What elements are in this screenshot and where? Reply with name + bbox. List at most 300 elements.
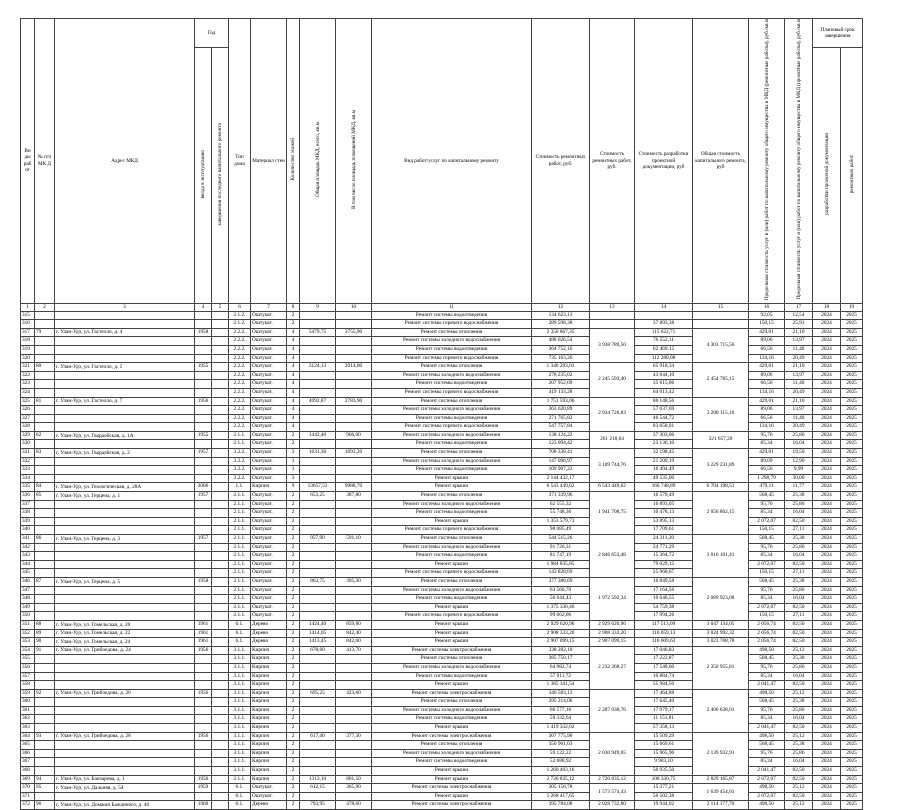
commission-year-cell: 1960	[195, 801, 212, 810]
work-kind-cell: Ремонт крыши	[372, 620, 532, 629]
mkd-number-cell	[35, 706, 55, 715]
house-type-cell: 2.1.1.	[229, 543, 251, 552]
mkd-number-cell	[35, 406, 55, 415]
wall-material-cell: Кирпич	[251, 775, 287, 784]
limit-repair-cell: 568,45	[749, 577, 785, 586]
commission-year-cell: 1956	[195, 689, 212, 698]
wall-material-cell: Оштукат.	[251, 328, 287, 337]
floors-cell: 4	[287, 328, 300, 337]
plan-repair-cell: 2025	[841, 663, 863, 672]
mkd-number-cell: 85	[35, 492, 55, 501]
work-kind-cell: Ремонт системы электроснабжения	[372, 646, 532, 655]
mkd-number-cell: 81	[35, 397, 55, 406]
design-cost-cell: 160 748,89	[635, 483, 693, 492]
house-type-cell: 3.1.1.	[229, 715, 251, 724]
last-repair-year-cell	[212, 414, 229, 423]
floors-cell: 2	[287, 698, 300, 707]
last-repair-year-cell	[212, 672, 229, 681]
limit-repair-cell: 92,05	[749, 311, 785, 320]
address-cell	[55, 698, 195, 707]
design-cost-cell: 55 984,50	[635, 681, 693, 690]
plan-design-cell: 2024	[813, 784, 841, 793]
address-cell	[55, 586, 195, 595]
house-type-cell: 2.1.1.	[229, 595, 251, 604]
table-row	[21, 320, 863, 329]
mkd-number-cell	[35, 758, 55, 767]
floors-cell: 2	[287, 577, 300, 586]
house-type-cell: 3.1.1.	[229, 732, 251, 741]
floors-cell: 2	[287, 586, 300, 595]
work-kind-cell: Ремонт крыши	[372, 775, 532, 784]
limit-design-cell: 25,12	[785, 646, 813, 655]
commission-year-cell	[195, 354, 212, 363]
house-type-cell: 2.1.1.	[229, 431, 251, 440]
mkd-number-cell	[35, 320, 55, 329]
address-cell: г. Улан-Удэ, ул. Дальняя, д. 54	[55, 784, 195, 793]
repair-cost-cell: 52 688,92	[532, 758, 590, 767]
mkd-number-cell	[35, 509, 55, 518]
plan-repair-cell: 2025	[841, 466, 863, 475]
repair-cost-total-cell: 3 109 744,76	[590, 449, 635, 483]
header-mkd-number: № п/п МК Д	[35, 19, 55, 304]
floors-cell: 2	[287, 767, 300, 776]
floors-cell: 2	[287, 311, 300, 320]
commission-year-cell	[195, 603, 212, 612]
floors-cell: 2	[287, 543, 300, 552]
premises-area-cell	[336, 345, 372, 354]
limit-design-cell: 16,04	[785, 672, 813, 681]
work-type-cell: 319	[21, 345, 35, 354]
repair-cost-cell: 271 765,82	[532, 414, 590, 423]
plan-repair-cell: 2025	[841, 741, 863, 750]
plan-design-cell: 2024	[813, 655, 841, 664]
commission-year-cell	[195, 337, 212, 346]
total-area-cell: 1424,40	[300, 620, 336, 629]
plan-design-cell: 2024	[813, 612, 841, 621]
premises-area-cell	[336, 698, 372, 707]
commission-year-cell	[195, 792, 212, 801]
premises-area-cell	[336, 337, 372, 346]
last-repair-year-cell	[212, 741, 229, 750]
limit-design-cell: 20,49	[785, 388, 813, 397]
header-limit-repair: Предельная стоимость услуг и (или) работ по капитальному ремонту общего имущества в МКД (ремонтные работы), руб./кв.м	[749, 19, 785, 304]
limit-design-cell: 25,12	[785, 732, 813, 741]
design-cost-cell: 108 330,75	[635, 775, 693, 784]
house-type-cell: 2.1.1.	[229, 526, 251, 535]
premises-area-cell	[336, 509, 372, 518]
repair-cost-cell: 64 982,74	[532, 663, 590, 672]
work-kind-cell: Ремонт системы отопления	[372, 535, 532, 544]
table-row	[21, 620, 863, 629]
address-cell: г. Улан-Удэ, ул. Гастелло, д. 4	[55, 328, 195, 337]
repair-cost-cell: 2 720 835,12	[532, 775, 590, 784]
design-cost-cell: 53 895,13	[635, 517, 693, 526]
wall-material-cell: Оштукат.	[251, 560, 287, 569]
address-cell: г. Улан-Удэ, ул. Гомельская, д. 20	[55, 620, 195, 629]
limit-design-cell: 25,38	[785, 535, 813, 544]
total-area-cell	[300, 681, 336, 690]
repair-cost-cell: 1 419 332,02	[532, 724, 590, 733]
plan-repair-cell: 2025	[841, 560, 863, 569]
work-type-cell: 353	[21, 638, 35, 647]
total-area-cell	[300, 569, 336, 578]
table-row	[21, 363, 863, 372]
work-kind-cell: Ремонт крыши	[372, 474, 532, 483]
work-type-cell: 322	[21, 371, 35, 380]
last-repair-year-cell	[212, 500, 229, 509]
work-type-cell: 361	[21, 706, 35, 715]
last-repair-year-cell	[212, 595, 229, 604]
plan-repair-cell: 2025	[841, 732, 863, 741]
limit-design-cell: 16,04	[785, 552, 813, 561]
work-kind-cell: Ремонт системы холодного водоснабжения	[372, 371, 532, 380]
house-type-cell: 2.1.2.	[229, 311, 251, 320]
premises-area-cell	[336, 612, 372, 621]
house-type-cell: 3.1.1.	[229, 663, 251, 672]
limit-design-cell: 13,97	[785, 371, 813, 380]
work-type-cell: 360	[21, 698, 35, 707]
header-wall-material: Материал стен	[251, 19, 287, 304]
design-cost-cell: 115 622,71	[635, 328, 693, 337]
wall-material-cell: Оштукат.	[251, 500, 287, 509]
work-type-cell: 333	[21, 466, 35, 475]
total-area-cell	[300, 792, 336, 801]
work-type-cell: 328	[21, 423, 35, 432]
plan-design-cell: 2024	[813, 388, 841, 397]
repair-cost-cell: 377 388,69	[532, 577, 590, 586]
limit-repair-cell: 1 298,79	[749, 474, 785, 483]
house-type-cell: 2.2.2.	[229, 406, 251, 415]
design-cost-cell: 64 013,42	[635, 388, 693, 397]
wall-material-cell: Оштукат.	[251, 320, 287, 329]
work-kind-cell: Ремонт системы водоотведения	[372, 466, 532, 475]
house-type-cell: 3.1.1.	[229, 655, 251, 664]
limit-repair-cell: 89,06	[749, 371, 785, 380]
repair-cost-cell: 735 163,26	[532, 354, 590, 363]
total-area-cell: 653,25	[300, 492, 336, 501]
premises-area-cell: 842,40	[336, 629, 372, 638]
last-repair-year-cell	[212, 689, 229, 698]
work-type-cell: 336	[21, 492, 35, 501]
repair-cost-cell: 2 929 620,96	[532, 620, 590, 629]
work-type-cell: 358	[21, 681, 35, 690]
work-kind-cell: Ремонт системы горячего водоснабжения	[372, 569, 532, 578]
commission-year-cell	[195, 406, 212, 415]
table-row	[21, 431, 863, 440]
total-cost-cell: 6 704 198,51	[693, 483, 749, 492]
total-area-cell	[300, 474, 336, 483]
total-area-cell	[300, 388, 336, 397]
limit-design-cell: 82,50	[785, 629, 813, 638]
work-type-cell: 339	[21, 517, 35, 526]
wall-material-cell: Оштукат.	[251, 371, 287, 380]
limit-repair-cell: 85,34	[749, 715, 785, 724]
plan-repair-cell: 2025	[841, 397, 863, 406]
plan-repair-cell: 2025	[841, 620, 863, 629]
wall-material-cell: Кирпич	[251, 663, 287, 672]
repair-cost-total-cell	[590, 320, 635, 329]
last-repair-year-cell	[212, 792, 229, 801]
address-cell: г. Улан-Удэ, ул. Грибоедова, д. 28	[55, 732, 195, 741]
design-cost-cell: 117 513,09	[635, 620, 693, 629]
repair-cost-cell: 1 375 336,46	[532, 603, 590, 612]
total-area-cell: 13657,51	[300, 483, 336, 492]
work-kind-cell: Ремонт системы холодного водоснабжения	[372, 406, 532, 415]
plan-design-cell: 2024	[813, 354, 841, 363]
premises-area-cell	[336, 595, 372, 604]
last-repair-year-cell	[212, 328, 229, 337]
limit-design-cell: 21,10	[785, 397, 813, 406]
limit-repair-cell: 2 072,07	[749, 603, 785, 612]
design-cost-cell: 37 303,06	[635, 431, 693, 440]
address-cell: г. Улан-Удэ, ул. Банзарова, д. 1	[55, 775, 195, 784]
total-area-cell: 695,25	[300, 689, 336, 698]
total-area-cell	[300, 406, 336, 415]
last-repair-year-cell	[212, 380, 229, 389]
wall-material-cell: Оштукат.	[251, 337, 287, 346]
wall-material-cell: Кирпич	[251, 698, 287, 707]
table-row	[21, 732, 863, 741]
limit-design-cell: 25,86	[785, 706, 813, 715]
last-repair-year-cell	[212, 320, 229, 329]
wall-material-cell: Оштукат.	[251, 414, 287, 423]
address-cell	[55, 681, 195, 690]
premises-area-cell	[336, 569, 372, 578]
total-area-cell: 1442,40	[300, 431, 336, 440]
floors-cell: 4	[287, 380, 300, 389]
limit-design-cell: 25,86	[785, 586, 813, 595]
last-repair-year-cell	[212, 552, 229, 561]
repair-cost-cell: 547 757,84	[532, 423, 590, 432]
last-repair-year-cell	[212, 466, 229, 475]
wall-material-cell: Оштукат.	[251, 457, 287, 466]
house-type-cell: 6.1.	[229, 792, 251, 801]
floors-cell: 2	[287, 517, 300, 526]
floors-cell: 2	[287, 629, 300, 638]
plan-design-cell: 2024	[813, 509, 841, 518]
commission-year-cell	[195, 560, 212, 569]
address-cell	[55, 672, 195, 681]
design-cost-cell: 49 535,00	[635, 474, 693, 483]
table-row	[21, 328, 863, 337]
column-number-row	[21, 303, 863, 311]
repair-cost-cell: 98 085,49	[532, 526, 590, 535]
house-type-cell: 2.1.1.	[229, 612, 251, 621]
total-area-cell	[300, 586, 336, 595]
work-kind-cell: Ремонт системы водоотведения	[372, 595, 532, 604]
plan-repair-cell: 2025	[841, 792, 863, 801]
plan-design-cell: 2024	[813, 586, 841, 595]
limit-repair-cell: 498,50	[749, 732, 785, 741]
total-cost-cell: 2 454 785,15	[693, 363, 749, 397]
repair-cost-total-cell: 261 218,64	[590, 431, 635, 448]
total-area-cell	[300, 354, 336, 363]
column-number: 1	[21, 303, 35, 311]
work-kind-cell: Ремонт системы водоотведения	[372, 672, 532, 681]
plan-repair-cell: 2025	[841, 320, 863, 329]
plan-design-cell: 2024	[813, 483, 841, 492]
house-type-cell: 2.2.2.	[229, 397, 251, 406]
mkd-number-cell: 93	[35, 732, 55, 741]
address-cell: г. Улан-Удэ, ул. Герцена, д. 3	[55, 535, 195, 544]
limit-repair-cell: 66,56	[749, 414, 785, 423]
plan-repair-cell: 2025	[841, 612, 863, 621]
premises-area-cell: 842,00	[336, 638, 372, 647]
premises-area-cell	[336, 380, 372, 389]
house-type-cell: 3.1.1.	[229, 698, 251, 707]
plan-repair-cell: 2025	[841, 638, 863, 647]
repair-cost-cell: 350 961,03	[532, 741, 590, 750]
address-cell	[55, 715, 195, 724]
total-area-cell: 1414,05	[300, 629, 336, 638]
wall-material-cell: Оштукат.	[251, 543, 287, 552]
address-cell	[55, 500, 195, 509]
limit-design-cell: 11,40	[785, 380, 813, 389]
design-cost-cell: 57 037,69	[635, 406, 693, 415]
commission-year-cell	[195, 388, 212, 397]
header-design-cost: Стоимость разработки проектной документации, руб	[635, 19, 693, 304]
commission-year-cell: 1961	[195, 620, 212, 629]
wall-material-cell: Оштукат.	[251, 311, 287, 320]
wall-material-cell: Оштукат.	[251, 466, 287, 475]
limit-design-cell: 13,97	[785, 406, 813, 415]
floors-cell: 2	[287, 440, 300, 449]
commission-year-cell: 1961	[195, 629, 212, 638]
plan-design-cell: 2024	[813, 767, 841, 776]
wall-material-cell: Оштукат.	[251, 363, 287, 372]
repair-cost-cell: 395 784,08	[532, 801, 590, 810]
limit-repair-cell: 89,06	[749, 337, 785, 346]
floors-cell: 9	[287, 483, 300, 492]
house-type-cell: 2.2.2.	[229, 423, 251, 432]
repair-cost-cell: 99 662,06	[532, 612, 590, 621]
commission-year-cell: 1959	[195, 784, 212, 793]
limit-design-cell: 82,50	[785, 620, 813, 629]
premises-area-cell	[336, 500, 372, 509]
floors-cell: 2	[287, 569, 300, 578]
wall-material-cell: Кирпич	[251, 483, 287, 492]
house-type-cell: 2.1.1.	[229, 509, 251, 518]
address-cell	[55, 320, 195, 329]
design-cost-cell: 37 893,38	[635, 320, 693, 329]
total-area-cell	[300, 698, 336, 707]
total-area-cell	[300, 500, 336, 509]
commission-year-cell: 1957	[195, 449, 212, 458]
last-repair-year-cell	[212, 629, 229, 638]
last-repair-year-cell	[212, 732, 229, 741]
repair-cost-cell: 143 828,69	[532, 569, 590, 578]
commission-year-cell: 1956	[195, 646, 212, 655]
house-type-cell: 2.2.2.	[229, 328, 251, 337]
limit-design-cell: 25,91	[785, 320, 813, 329]
commission-year-cell: 1956	[195, 397, 212, 406]
column-number: 18	[813, 303, 841, 311]
limit-repair-cell: 150,15	[749, 569, 785, 578]
total-area-cell: 957,90	[300, 535, 336, 544]
plan-design-cell: 2024	[813, 552, 841, 561]
last-repair-year-cell	[212, 577, 229, 586]
plan-design-cell: 2024	[813, 672, 841, 681]
mkd-number-cell: 82	[35, 431, 55, 440]
address-cell: г. Улан-Удэ, ул. Гвардейская, д. 2	[55, 449, 195, 458]
work-kind-cell: Ремонт системы горячего водоснабжения	[372, 320, 532, 329]
design-cost-cell: 16 579,49	[635, 492, 693, 501]
plan-repair-cell: 2025	[841, 363, 863, 372]
limit-repair-cell: 479,11	[749, 483, 785, 492]
wall-material-cell: Оштукат.	[251, 492, 287, 501]
work-type-cell: 351	[21, 620, 35, 629]
repair-cost-cell: 307 775,90	[532, 732, 590, 741]
address-cell	[55, 517, 195, 526]
design-cost-cell: 50 935,50	[635, 767, 693, 776]
commission-year-cell	[195, 466, 212, 475]
floors-cell: 2	[287, 706, 300, 715]
commission-year-cell: 1961	[195, 638, 212, 647]
last-repair-year-cell	[212, 397, 229, 406]
limit-repair-cell: 498,50	[749, 646, 785, 655]
repair-cost-total-cell: 2 908 333,20	[590, 629, 635, 638]
mkd-number-cell	[35, 612, 55, 621]
plan-repair-cell: 2025	[841, 569, 863, 578]
plan-repair-cell: 2025	[841, 509, 863, 518]
house-type-cell: 3.1.1.	[229, 758, 251, 767]
mkd-number-cell	[35, 663, 55, 672]
house-type-cell: 2.2.2.	[229, 345, 251, 354]
premises-area-cell	[336, 354, 372, 363]
commission-year-cell	[195, 371, 212, 380]
limit-design-cell: 82,50	[785, 517, 813, 526]
wall-material-cell: Оштукат.	[251, 612, 287, 621]
plan-design-cell: 2024	[813, 423, 841, 432]
header-address: Адрес МКД	[55, 19, 195, 304]
work-kind-cell: Ремонт системы отопления	[372, 655, 532, 664]
plan-repair-cell: 2025	[841, 698, 863, 707]
commission-year-cell	[195, 440, 212, 449]
premises-area-cell	[336, 543, 372, 552]
plan-design-cell: 2024	[813, 363, 841, 372]
column-number: 4	[195, 303, 212, 311]
limit-design-cell: 82,50	[785, 767, 813, 776]
commission-year-cell	[195, 655, 212, 664]
limit-design-cell: 25,86	[785, 543, 813, 552]
mkd-number-cell	[35, 440, 55, 449]
floors-cell: 4	[287, 406, 300, 415]
column-number: 6	[229, 303, 251, 311]
wall-material-cell: Оштукат.	[251, 388, 287, 397]
last-repair-year-cell	[212, 646, 229, 655]
house-type-cell: 3.1.1.	[229, 672, 251, 681]
repair-cost-cell: 2 907 099,15	[532, 638, 590, 647]
repair-cost-cell: 419 133,28	[532, 388, 590, 397]
plan-repair-cell: 2025	[841, 380, 863, 389]
work-kind-cell: Ремонт системы отопления	[372, 577, 532, 586]
plan-design-cell: 2024	[813, 431, 841, 440]
limit-design-cell: 25,86	[785, 663, 813, 672]
address-cell	[55, 706, 195, 715]
column-number: 11	[372, 303, 532, 311]
repair-cost-cell: 2 350 867,35	[532, 328, 590, 337]
limit-design-cell: 25,38	[785, 741, 813, 750]
address-cell	[55, 749, 195, 758]
wall-material-cell: Кирпич	[251, 749, 287, 758]
repair-cost-total-cell	[590, 311, 635, 320]
total-area-cell	[300, 741, 336, 750]
work-kind-cell: Ремонт системы водоотведения	[372, 440, 532, 449]
mkd-number-cell	[35, 526, 55, 535]
design-cost-cell: 15 509,29	[635, 732, 693, 741]
work-kind-cell: Ремонт системы отопления	[372, 698, 532, 707]
last-repair-year-cell	[212, 767, 229, 776]
